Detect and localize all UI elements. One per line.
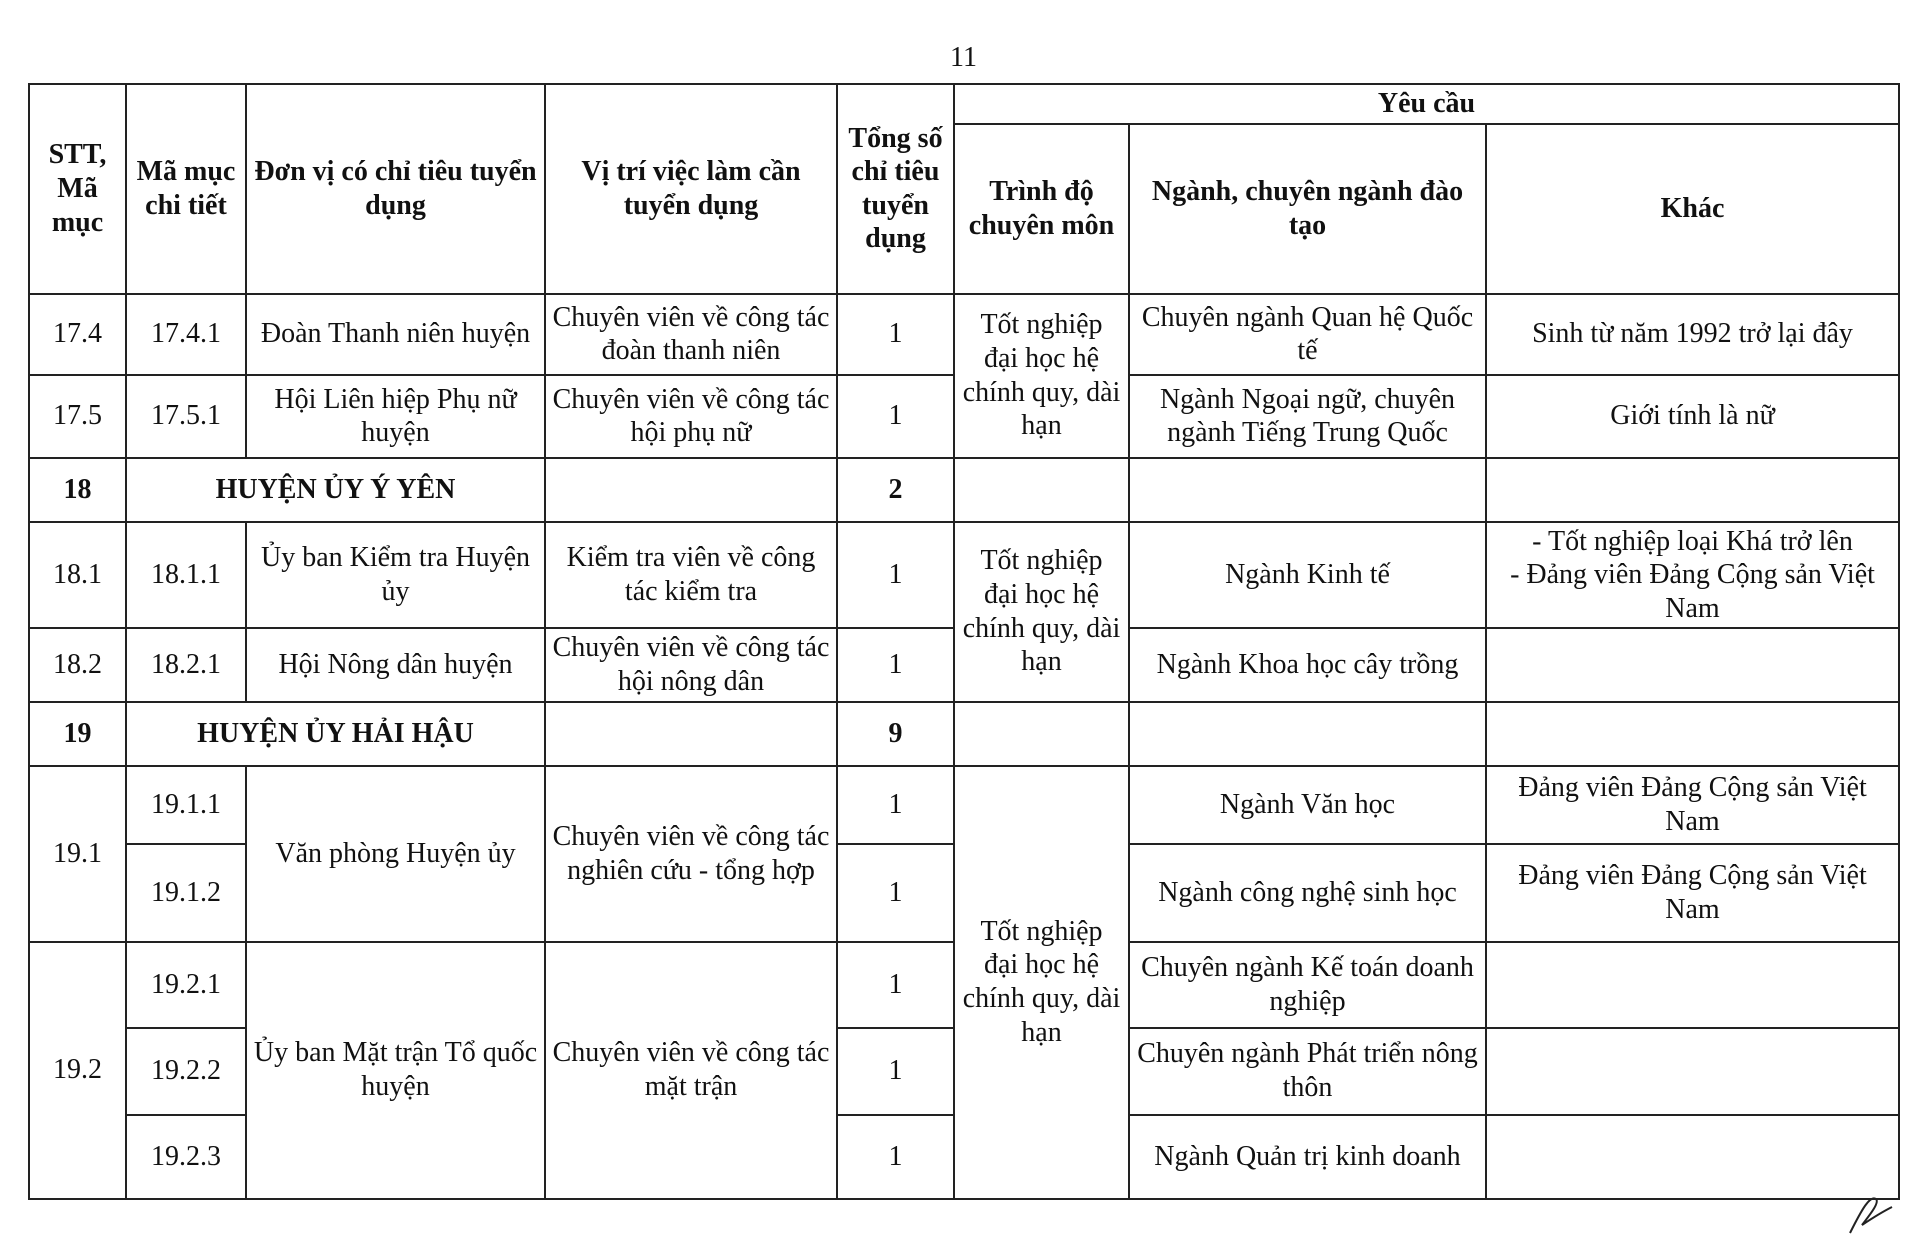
tong-cell: 1: [837, 375, 954, 458]
tong-cell: 1: [837, 942, 954, 1028]
tong-cell: 1: [837, 522, 954, 629]
nganh-cell: Ngành Khoa học cây trồng: [1129, 628, 1486, 701]
don-vi-cell: Văn phòng Huyện ủy: [246, 766, 545, 942]
ma-cell: 18.2.1: [126, 628, 246, 701]
table-row: [29, 766, 1899, 844]
khac-cell: Giới tính là nữ: [1486, 375, 1899, 458]
nganh-cell: Ngành Kinh tế: [1129, 522, 1486, 629]
nganh-cell: Chuyên ngành Kế toán doanh nghiệp: [1129, 942, 1486, 1028]
don-vi-cell: Hội Nông dân huyện: [246, 628, 545, 701]
empty-cell: [1486, 458, 1899, 522]
trinh-do-cell: Tốt nghiệp đại học hệ chính quy, dài hạn: [954, 522, 1129, 702]
vi-tri-cell: Chuyên viên về công tác hội nông dân: [545, 628, 837, 701]
stt-cell: 17.4: [29, 294, 126, 375]
khac-line: - Tốt nghiệp loại Khá trở lên: [1532, 525, 1853, 557]
khac-line: - Đảng viên Đảng Cộng sản Việt Nam: [1510, 559, 1875, 624]
recruitment-table: [28, 83, 1900, 1200]
empty-cell: [1486, 702, 1899, 766]
table-row: [29, 294, 1899, 375]
stt-cell: 18.1: [29, 522, 126, 629]
nganh-cell: Ngành Quản trị kinh doanh: [1129, 1115, 1486, 1199]
tong-cell: 1: [837, 1115, 954, 1199]
empty-cell: [954, 458, 1129, 522]
group-tong-cell: 9: [837, 702, 954, 766]
tong-cell: 1: [837, 628, 954, 701]
stt-cell: 19.1: [29, 766, 126, 942]
ma-cell: 19.2.2: [126, 1028, 246, 1115]
empty-cell: [1129, 458, 1486, 522]
empty-cell: [545, 702, 837, 766]
trinh-do-cell: Tốt nghiệp đại học hệ chính quy, dài hạn: [954, 294, 1129, 458]
vi-tri-cell: Chuyên viên về công tác mặt trận: [545, 942, 837, 1199]
khac-cell: [1486, 1028, 1899, 1115]
group-row: [29, 702, 1899, 766]
khac-cell: Sinh từ năm 1992 trở lại đây: [1486, 294, 1899, 375]
vi-tri-cell: Chuyên viên về công tác nghiên cứu - tổng hợp: [545, 766, 837, 942]
empty-cell: [545, 458, 837, 522]
tong-cell: 1: [837, 1028, 954, 1115]
stt-cell: 18.2: [29, 628, 126, 701]
don-vi-cell: Ủy ban Mặt trận Tổ quốc huyện: [246, 942, 545, 1199]
header-khac: Khác: [1486, 124, 1899, 294]
vi-tri-cell: Kiểm tra viên về công tác kiểm tra: [545, 522, 837, 629]
ma-cell: 17.5.1: [126, 375, 246, 458]
nganh-cell: Chuyên ngành Quan hệ Quốc tế: [1129, 294, 1486, 375]
tong-cell: 1: [837, 844, 954, 942]
ma-cell: 19.2.3: [126, 1115, 246, 1199]
khac-cell: [1486, 522, 1899, 629]
khac-cell: [1486, 1115, 1899, 1199]
nganh-cell: Chuyên ngành Phát triển nông thôn: [1129, 1028, 1486, 1115]
group-name-cell: HUYỆN ỦY Ý YÊN: [126, 458, 545, 522]
don-vi-cell: Hội Liên hiệp Phụ nữ huyện: [246, 375, 545, 458]
stt-cell: 17.5: [29, 375, 126, 458]
header-vi-tri: Vị trí việc làm cần tuyển dụng: [545, 84, 837, 294]
stt-cell: 19.2: [29, 942, 126, 1199]
khac-cell: [1486, 942, 1899, 1028]
group-stt-cell: 19: [29, 702, 126, 766]
vi-tri-cell: Chuyên viên về công tác đoàn thanh niên: [545, 294, 837, 375]
header-nganh: Ngành, chuyên ngành đào tạo: [1129, 124, 1486, 294]
group-name-cell: HUYỆN ỦY HẢI HẬU: [126, 702, 545, 766]
trinh-do-cell: Tốt nghiệp đại học hệ chính quy, dài hạn: [954, 766, 1129, 1199]
vi-tri-cell: Chuyên viên về công tác hội phụ nữ: [545, 375, 837, 458]
ma-cell: 19.1.2: [126, 844, 246, 942]
don-vi-cell: Ủy ban Kiểm tra Huyện ủy: [246, 522, 545, 629]
nganh-cell: Ngành Ngoại ngữ, chuyên ngành Tiếng Trung Quốc: [1129, 375, 1486, 458]
ma-cell: 18.1.1: [126, 522, 246, 629]
tong-cell: 1: [837, 766, 954, 844]
table-row: [29, 522, 1899, 629]
don-vi-cell: Đoàn Thanh niên huyện: [246, 294, 545, 375]
group-row: [29, 458, 1899, 522]
ma-cell: 19.2.1: [126, 942, 246, 1028]
header-don-vi: Đơn vị có chỉ tiêu tuyển dụng: [246, 84, 545, 294]
header-yeu-cau: Yêu cầu: [954, 84, 1899, 124]
tong-cell: 1: [837, 294, 954, 375]
khac-cell: Đảng viên Đảng Cộng sản Việt Nam: [1486, 844, 1899, 942]
khac-cell: [1486, 628, 1899, 701]
nganh-cell: Ngành công nghệ sinh học: [1129, 844, 1486, 942]
khac-cell: Đảng viên Đảng Cộng sản Việt Nam: [1486, 766, 1899, 844]
signature-mark: [1840, 1189, 1900, 1239]
empty-cell: [1129, 702, 1486, 766]
empty-cell: [954, 702, 1129, 766]
ma-cell: 19.1.1: [126, 766, 246, 844]
header-ma-muc: Mã mục chi tiết: [126, 84, 246, 294]
header-trinh-do: Trình độ chuyên môn: [954, 124, 1129, 294]
page-number: 11: [950, 42, 977, 73]
group-stt-cell: 18: [29, 458, 126, 522]
group-tong-cell: 2: [837, 458, 954, 522]
header-stt: STT, Mã mục: [29, 84, 126, 294]
ma-cell: 17.4.1: [126, 294, 246, 375]
header-tong: Tổng số chỉ tiêu tuyển dụng: [837, 84, 954, 294]
nganh-cell: Ngành Văn học: [1129, 766, 1486, 844]
